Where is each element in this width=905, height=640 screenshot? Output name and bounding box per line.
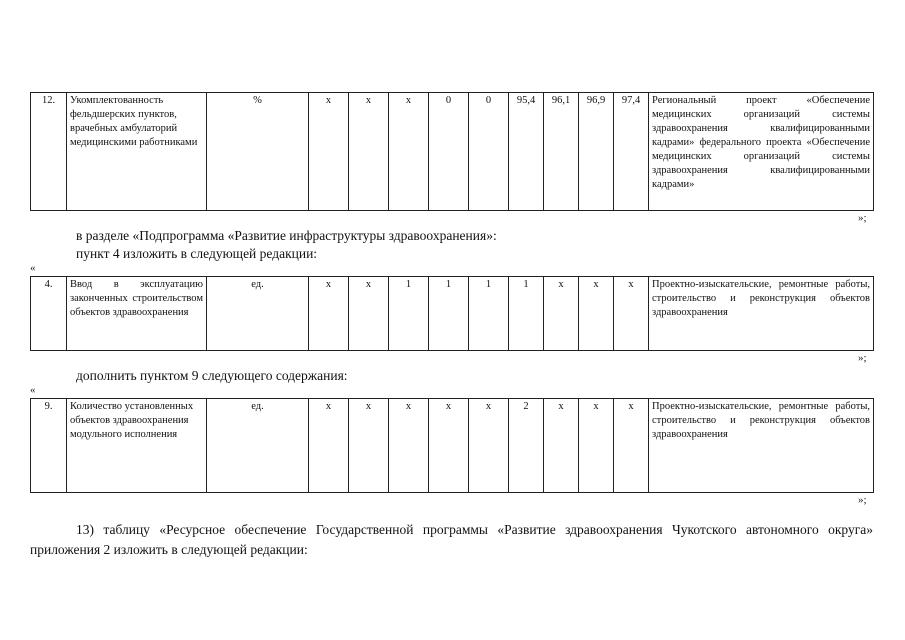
value-cell: 1: [509, 277, 544, 351]
value-cell: x: [579, 277, 614, 351]
value-cell: 97,4: [614, 93, 649, 211]
item4-instruction: пункт 4 изложить в следующей редакции:: [76, 246, 318, 261]
close-quote: »;: [858, 352, 867, 364]
close-quote: »;: [858, 212, 867, 224]
value-cell: x: [544, 399, 579, 493]
value-cell: x: [349, 93, 389, 211]
indicator-table-12: [30, 92, 874, 211]
value-cell: 2: [509, 399, 544, 493]
value-cell: 1: [389, 277, 429, 351]
value-cell: x: [349, 399, 389, 493]
value-cell: x: [389, 93, 429, 211]
value-cell: x: [309, 399, 349, 493]
value-cell: x: [544, 277, 579, 351]
value-cell: x: [309, 93, 349, 211]
value-cell: 1: [429, 277, 469, 351]
section-heading-line: в разделе «Подпрограмма «Развитие инфраструктуры здравоохранения»:: [76, 228, 497, 243]
value-cell: x: [614, 277, 649, 351]
indicator-table-9: [30, 398, 874, 493]
value-cell: x: [389, 399, 429, 493]
unit-cell: ед.: [207, 277, 309, 351]
value-cell: x: [309, 277, 349, 351]
table-row: [31, 277, 874, 351]
row-number: 12.: [31, 93, 67, 211]
indicator-name: Ввод в эксплуатацию законченных строительством объектов здравоохранения: [67, 277, 207, 351]
value-cell: x: [469, 399, 509, 493]
unit-cell: %: [207, 93, 309, 211]
value-cell: x: [349, 277, 389, 351]
value-cell: 1: [469, 277, 509, 351]
project-description: Проектно-изыскательские, ремонтные работы, строительство и реконструкция объектов здравоохранения: [649, 399, 874, 493]
open-quote: «: [30, 262, 36, 274]
project-description: Проектно-изыскательские, ремонтные работы, строительство и реконструкция объектов здравоохранения: [649, 277, 874, 351]
value-cell: 0: [429, 93, 469, 211]
value-cell: x: [579, 399, 614, 493]
indicator-name: Количество установленных объектов здравоохранения модульного исполнения: [67, 399, 207, 493]
project-description: Региональный проект «Обеспечение медицинских организаций системы здравоохранения квалифицированными кадрами» федерального проекта «Обеспечение медицинских организаций системы здравоохранения квалифицированными кадрами»: [649, 93, 874, 211]
row-number: 9.: [31, 399, 67, 493]
value-cell: 0: [469, 93, 509, 211]
value-cell: x: [429, 399, 469, 493]
row-number: 4.: [31, 277, 67, 351]
add-item9-instruction: дополнить пунктом 9 следующего содержания:: [76, 368, 348, 383]
value-cell: 96,1: [544, 93, 579, 211]
table-row: [31, 93, 874, 211]
value-cell: x: [614, 399, 649, 493]
value-cell: 95,4: [509, 93, 544, 211]
value-cell: 96,9: [579, 93, 614, 211]
table-row: [31, 399, 874, 493]
close-quote: »;: [858, 494, 867, 506]
indicator-table-4: [30, 276, 874, 351]
indicator-name: Укомплектованность фельдшерских пунктов, врачебных амбулаторий медицинскими работниками: [67, 93, 207, 211]
paragraph-13-text: 13) таблицу «Ресурсное обеспечение Государственной программы «Развитие здравоохранения Чукотского автономного округа» приложения 2 изложить в следующей редакции:: [30, 522, 873, 557]
unit-cell: ед.: [207, 399, 309, 493]
paragraph-13: [30, 520, 873, 560]
open-quote: «: [30, 384, 36, 396]
